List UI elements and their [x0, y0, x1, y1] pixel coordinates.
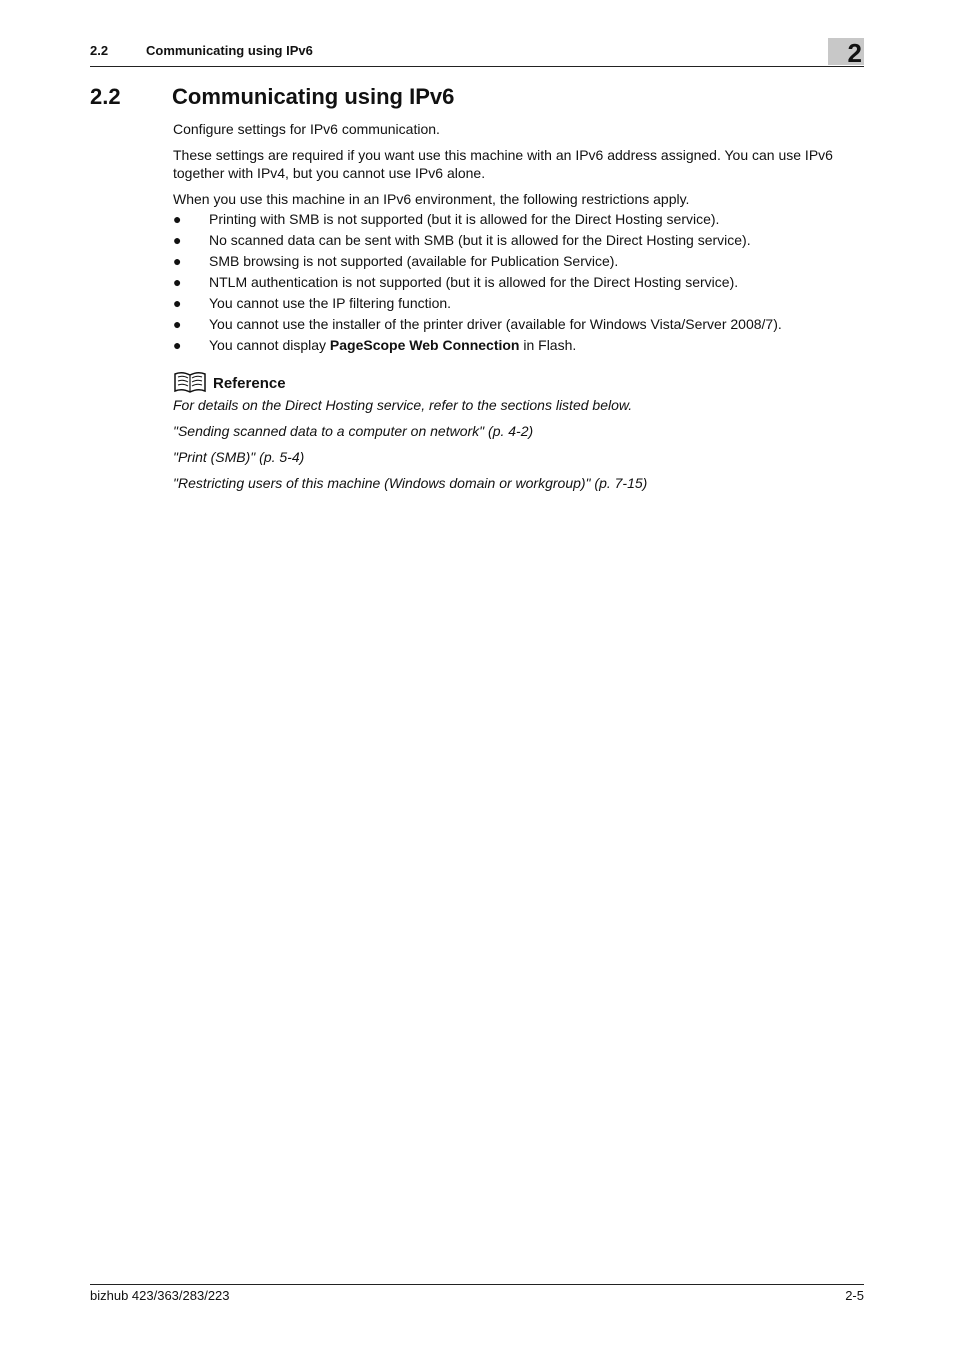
reference-link[interactable]: "Restricting users of this machine (Windows domain or workgroup)" (p. 7-15) [173, 475, 648, 491]
footer-product: bizhub 423/363/283/223 [90, 1288, 230, 1303]
list-item [173, 231, 863, 249]
list-item-text: SMB browsing is not supported (available for Publication Service). [209, 253, 619, 269]
book-icon [173, 370, 213, 399]
running-header [90, 40, 864, 67]
reference-link[interactable]: "Print (SMB)" (p. 5-4) [173, 449, 305, 465]
reference-box [173, 372, 863, 492]
section-number: 2.2 [90, 84, 121, 109]
list-item [173, 273, 863, 291]
list-item [173, 294, 863, 312]
bullet-marker: ● [173, 253, 182, 269]
reference-intro: For details on the Direct Hosting service, refer to the sections listed below. [173, 397, 633, 413]
restrictions-list [173, 210, 863, 354]
main-content [173, 120, 863, 500]
reference-link[interactable]: "Sending scanned data to a computer on network" (p. 4-2) [173, 423, 534, 439]
section-title: Communicating using IPv6 [172, 84, 455, 109]
bullet-marker: ● [173, 274, 182, 290]
list-item [173, 336, 863, 354]
reference-heading [173, 372, 863, 396]
bullet-marker: ● [173, 211, 182, 227]
reference-label: Reference [213, 375, 286, 392]
product-name-bold: PageScope Web Connection [329, 337, 520, 353]
restrictions-paragraph: When you use this machine in an IPv6 environment, the following restrictions apply. [173, 191, 690, 207]
list-item [173, 315, 863, 333]
requirements-paragraph: These settings are required if you want use this machine with an IPv6 address assigned. You can use IPv6 together with IPv4, but you cannot use IPv6 alone. [173, 147, 833, 181]
chapter-tab: 2 [828, 38, 864, 65]
footer-page-number: 2-5 [845, 1288, 864, 1303]
bullet-marker: ● [173, 295, 182, 311]
intro-paragraph: Configure settings for IPv6 communication. [173, 121, 440, 137]
bullet-marker: ● [173, 232, 182, 248]
header-section-title: Communicating using IPv6 [146, 43, 313, 58]
list-item-text: NTLM authentication is not supported (but it is allowed for the Direct Hosting service). [209, 274, 739, 290]
list-item-text: You cannot use the IP filtering function. [209, 295, 452, 311]
list-item-text: No scanned data can be sent with SMB (but it is allowed for the Direct Hosting service). [209, 232, 751, 248]
list-item [173, 210, 863, 228]
bullet-marker: ● [173, 316, 182, 332]
list-item [173, 252, 863, 270]
list-item-text-end: in Flash. [519, 337, 577, 353]
list-item-text: You cannot display [209, 337, 330, 353]
header-section-number: 2.2 [90, 43, 109, 58]
bullet-marker: ● [173, 337, 182, 353]
page-footer [90, 1284, 864, 1303]
list-item-text: You cannot use the installer of the printer driver (available for Windows Vista/Server 2008/7). [209, 316, 782, 332]
list-item-text: Printing with SMB is not supported (but it is allowed for the Direct Hosting service). [209, 211, 720, 227]
section-heading [90, 84, 454, 110]
